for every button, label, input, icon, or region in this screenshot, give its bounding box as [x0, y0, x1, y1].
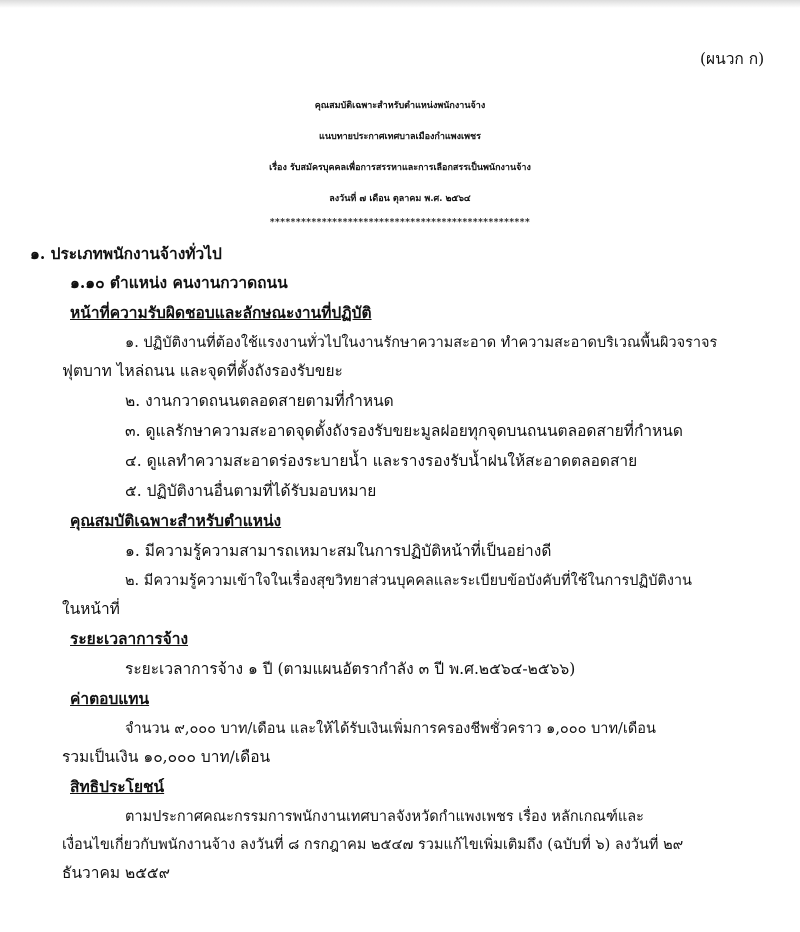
period-text: ระยะเวลาการจ้าง ๑ ปี (ตามแผนอัตรากำลัง ๓ ปี พ.ศ.๒๕๖๔-๒๕๖๖) — [125, 660, 576, 678]
benefits-text-end: ธันวาคม ๒๕๕๙ — [62, 864, 171, 882]
position-title: ๑.๑๐ ตำแหน่ง คนงานกวาดถนน — [70, 273, 288, 292]
duty-item-5: ๕. ปฏิบัติงานอื่นตามที่ได้รับมอบหมาย — [125, 482, 377, 500]
benefits-text: ตามประกาศคณะกรรมการพนักงานเทศบาลจังหวัดกำแพงเพชร เรื่อง หลักเกณฑ์และ — [125, 809, 644, 825]
duty-item-3: ๓. ดูแลรักษาความสะอาดจุดตั้งถังรองรับขยะมูลฝอยทุกจุดบนถนนตลอดสายที่กำหนด — [125, 422, 683, 440]
pay-text-cont: รวมเป็นเงิน ๑๐,๐๐๐ บาท/เดือน — [62, 748, 271, 766]
qualification-item-2-cont: ในหน้าที่ — [62, 600, 120, 618]
qualification-item-2: ๒. มีความรู้ความเข้าใจในเรื่องสุขวิทยาส่วนบุคคลและระเบียบข้อบังคับที่ใช้ในการปฏิบัติงาน — [125, 573, 692, 589]
header-subtitle: แนบทายประกาศเทศบาลเมืองกำแพงเพชร — [319, 132, 481, 142]
duties-heading: หน้าที่ความรับผิดชอบและลักษณะงานที่ปฏิบัติ — [70, 303, 372, 322]
qualifications-heading: คุณสมบัติเฉพาะสำหรับตำแหน่ง — [70, 511, 282, 530]
header-subject: เรื่อง รับสมัครบุคคลเพื่อการสรรหาและการเลือกสรรเป็นพนักงานจ้าง — [269, 163, 531, 173]
pay-heading: ค่าตอบแทน — [70, 689, 150, 708]
duty-item-1: ๑. ปฏิบัติงานที่ต้องใช้แรงงานทั่วไปในงานรักษาความสะอาด ทำความสะอาดบริเวณพื้นผิวจราจร — [125, 335, 718, 351]
duty-item-4: ๔. ดูแลทำความสะอาดร่องระบายน้ำ และรางรองรับน้ำฝนให้สะอาดตลอดสาย — [125, 452, 638, 470]
header-separator: ************************************************** — [269, 218, 531, 228]
qualification-item-1: ๑. มีความรู้ความสามารถเหมาะสมในการปฏิบัติหน้าที่เป็นอย่างดี — [125, 542, 552, 560]
benefits-heading: สิทธิประโยชน์ — [70, 777, 165, 796]
duty-item-2: ๒. งานกวาดถนนตลอดสายตามที่กำหนด — [125, 392, 394, 410]
section-title: ๑. ประเภทพนักงานจ้างทั่วไป — [30, 244, 222, 263]
duty-item-1-cont: ฟุตบาท ไหล่ถนน และจุดที่ตั้งถังรองรับขยะ — [62, 362, 343, 380]
period-heading: ระยะเวลาการจ้าง — [70, 629, 189, 648]
annex-label: (ผนวก ก) — [700, 50, 765, 68]
scan-top-edge — [0, 0, 800, 8]
header-title: คุณสมบัติเฉพาะสำหรับตำแหน่งพนักงานจ้าง — [314, 101, 486, 111]
benefits-text-cont: เงื่อนไขเกี่ยวกับพนักงานจ้าง ลงวันที่ ๘ กรกฎาคม ๒๕๔๗ รวมแก้ไขเพิ่มเติมถึง (ฉบับที่ ๖) ลงวันที่ ๒๙ — [62, 837, 684, 853]
pay-text: จำนวน ๙,๐๐๐ บาท/เดือน และให้ได้รับเงินเพิ่มการครองชีพชั่วคราว ๑,๐๐๐ บาท/เดือน — [125, 721, 656, 737]
header-date: ลงวันที่ ๗ เดือน ตุลาคม พ.ศ. ๒๕๖๔ — [329, 194, 471, 204]
